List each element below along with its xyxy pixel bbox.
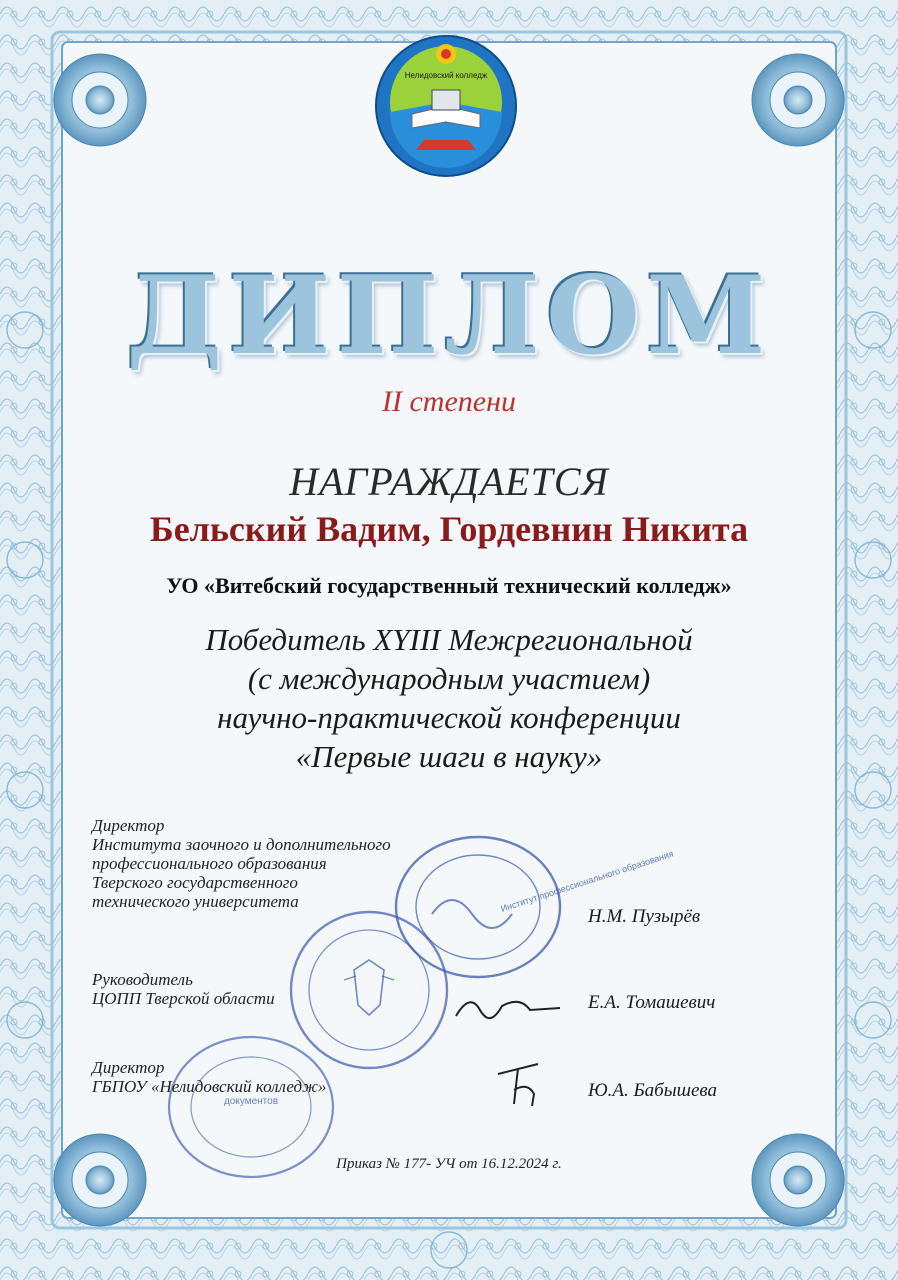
svg-text:Нелидовский колледж: Нелидовский колледж bbox=[404, 71, 488, 80]
corner-rosette-bottom-left bbox=[54, 1134, 146, 1226]
corner-rosette-top-right bbox=[752, 54, 844, 146]
corner-rosette-top-left bbox=[54, 54, 146, 146]
corner-rosette-bottom-right bbox=[752, 1134, 844, 1226]
college-emblem-icon bbox=[372, 32, 520, 180]
signer-3-position: Директор ГБПОУ «Нелидовский колледж» bbox=[92, 1058, 327, 1096]
signer-1-name: Н.М. Пузырёв bbox=[588, 906, 701, 927]
organization-name: УО «Витебский государственный технический колледж» bbox=[166, 573, 732, 598]
signer-2-position: Руководитель ЦОПП Тверской области bbox=[92, 970, 275, 1008]
recipient-names: Бельский Вадим, Гордевнин Никита bbox=[149, 509, 749, 549]
signature-babysheva bbox=[488, 1054, 568, 1112]
achievement-line: «Первые шаги в науку» bbox=[295, 739, 603, 774]
order-reference: Приказ № 177- УЧ от 16.12.2024 г. bbox=[336, 1156, 562, 1172]
signer-1-position: Директор Института заочного и дополнительного профессионального образования Тверского государственного технического университета bbox=[92, 816, 391, 911]
signer-2-name: Е.А. Томашевич bbox=[588, 992, 716, 1013]
svg-text:Институт профессионального обр: Институт профессионального образования bbox=[499, 848, 675, 914]
achievement-line: (с международным участием) bbox=[247, 661, 651, 696]
signature-tomashevich bbox=[450, 986, 570, 1030]
achievement-text bbox=[0, 620, 898, 776]
diploma-title: ДИПЛОМ bbox=[126, 253, 772, 379]
achievement-line: Победитель XYIII Межрегиональной bbox=[205, 622, 693, 657]
achievement-line: научно-практической конференции bbox=[217, 700, 681, 735]
signer-3-name: Ю.А. Бабышева bbox=[588, 1080, 717, 1101]
degree-label: II степени bbox=[382, 385, 516, 418]
awarded-label: НАГРАЖДАЕТСЯ bbox=[289, 459, 609, 504]
svg-text:документов: документов bbox=[223, 1096, 279, 1107]
